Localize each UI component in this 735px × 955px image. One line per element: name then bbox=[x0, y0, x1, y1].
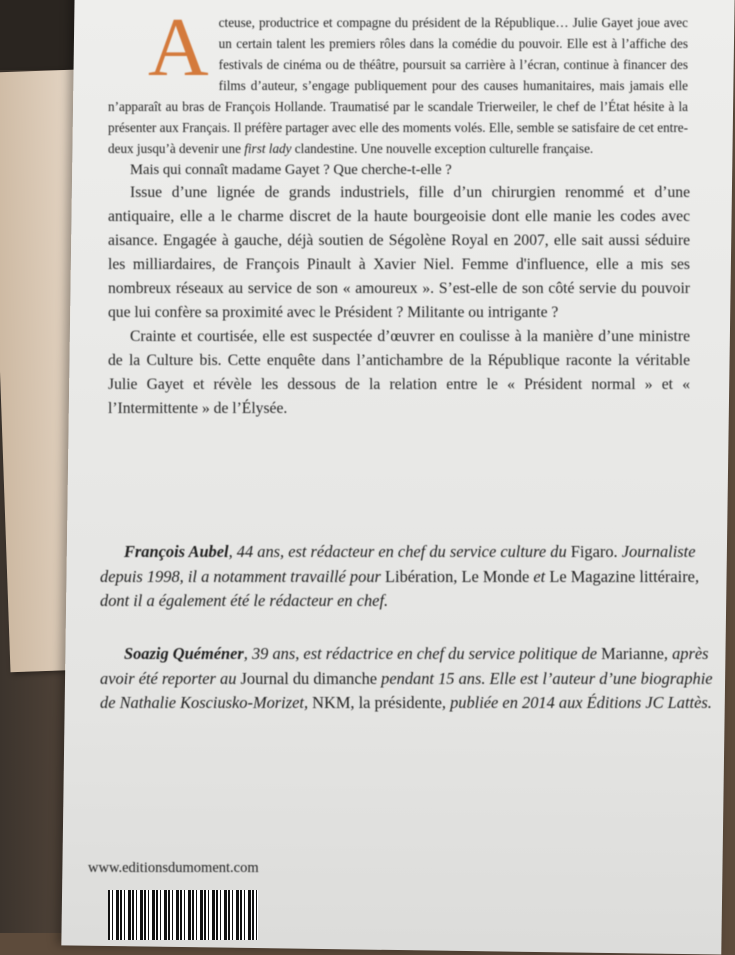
author-1-text-3: et bbox=[529, 566, 550, 586]
blurb-p1-end: clandestine. Une nouvelle exception culturelle française. bbox=[294, 141, 594, 156]
author-bio-1 bbox=[100, 540, 720, 614]
publisher-website: www.editionsdumoment.com bbox=[88, 860, 259, 876]
author-2-pub-3: NKM, la présidente bbox=[312, 693, 442, 712]
author-bio-2 bbox=[100, 642, 720, 716]
author-1-pub-1: Figaro. bbox=[570, 542, 618, 561]
author-2-pub-2: Journal du dimanche bbox=[240, 668, 378, 688]
author-1-name: François Aubel bbox=[124, 542, 229, 561]
author-2-text-1: , 39 ans, est rédactrice en chef du service politique de bbox=[243, 644, 602, 663]
blurb-p1-emphasis: first lady bbox=[244, 141, 292, 156]
author-1-pub-2: Libération, Le Monde bbox=[385, 566, 530, 586]
author-1-text-2: Journaliste depuis 1998, il a notamment travaillé pour bbox=[100, 542, 696, 586]
blurb-p1-text: cteuse, productrice et compagne du président de la République… Julie Gayet joue avec un certain talent les premiers rôles dans la comédie du pouvoir. Elle est à l’affiche des festivals de cinéma ou de théâtre, poursuit sa carrière à l’écran, continue à financer des films d’auteur, s’engage publiquement pour des causes humanitaires, mais jamais elle n’apparaît au bras de François Hollande. Traumatisé par le scandale Trierweiler, le chef de l’État hésite à la présenter aux Français. Il préfère partager avec elle des moments volés. Elle, semble se satisfaire de cet entre-deux jusqu’à devenir une bbox=[108, 15, 688, 156]
author-2-text-4: , publiée en 2014 aux Éditions JC Lattès. bbox=[441, 693, 712, 712]
drop-cap: A bbox=[148, 1, 209, 94]
author-1-text-4: , dont il a également été le rédacteur en chef. bbox=[100, 566, 700, 610]
author-2-pub-1: Marianne bbox=[601, 644, 664, 663]
blurb-text bbox=[108, 1, 700, 421]
author-2-text-2: , après avoir été reporter au bbox=[100, 644, 709, 688]
blurb-paragraph-2: Mais qui connaît madame Gayet ? Que cherche-t-elle ? bbox=[130, 162, 452, 178]
blurb-paragraph-4: Crainte et courtisée, elle est suspectée d’œuvrer en coulisse à la manière d’une ministre de la Culture bis. Cette enquête dans l’antichambre de la République raconte la véritable Julie Gayet et révèle les dessous de la relation entre le « Président normal » et « l’Intermittente » de l’Élysée. bbox=[108, 328, 690, 417]
barcode bbox=[108, 890, 258, 940]
author-2-text-3: pendant 15 ans. Elle est l’auteur d’une biographie de Nathalie Kosciusko-Morizet, bbox=[100, 668, 713, 712]
blurb-paragraph-3: Issue d’une lignée de grands industriels, fille d’un chirurgien renommé et d’une antiquaire, elle a le charme discret de la haute bourgeoisie dont elle manie les codes avec aisance. Engagée à gauche, déjà soutien de Ségolène Royal en 2007, elle sait aussi séduire les milliardaires, de François Pinault à Xavier Niel. Femme d'influence, elle a mis ses nombreux réseaux au service de son « amoureux ». S’est-elle de son côté servie du pouvoir que lui confère sa proximité avec le Président ? Militante ou intrigante ? bbox=[108, 184, 690, 321]
author-2-name: Soazig Quéméner bbox=[124, 644, 244, 663]
author-1-pub-3: Le Magazine littéraire bbox=[549, 566, 695, 586]
blurb-paragraph-1 bbox=[108, 1, 700, 159]
author-1-text-1: , 44 ans, est rédacteur en chef du service culture du bbox=[228, 542, 571, 561]
